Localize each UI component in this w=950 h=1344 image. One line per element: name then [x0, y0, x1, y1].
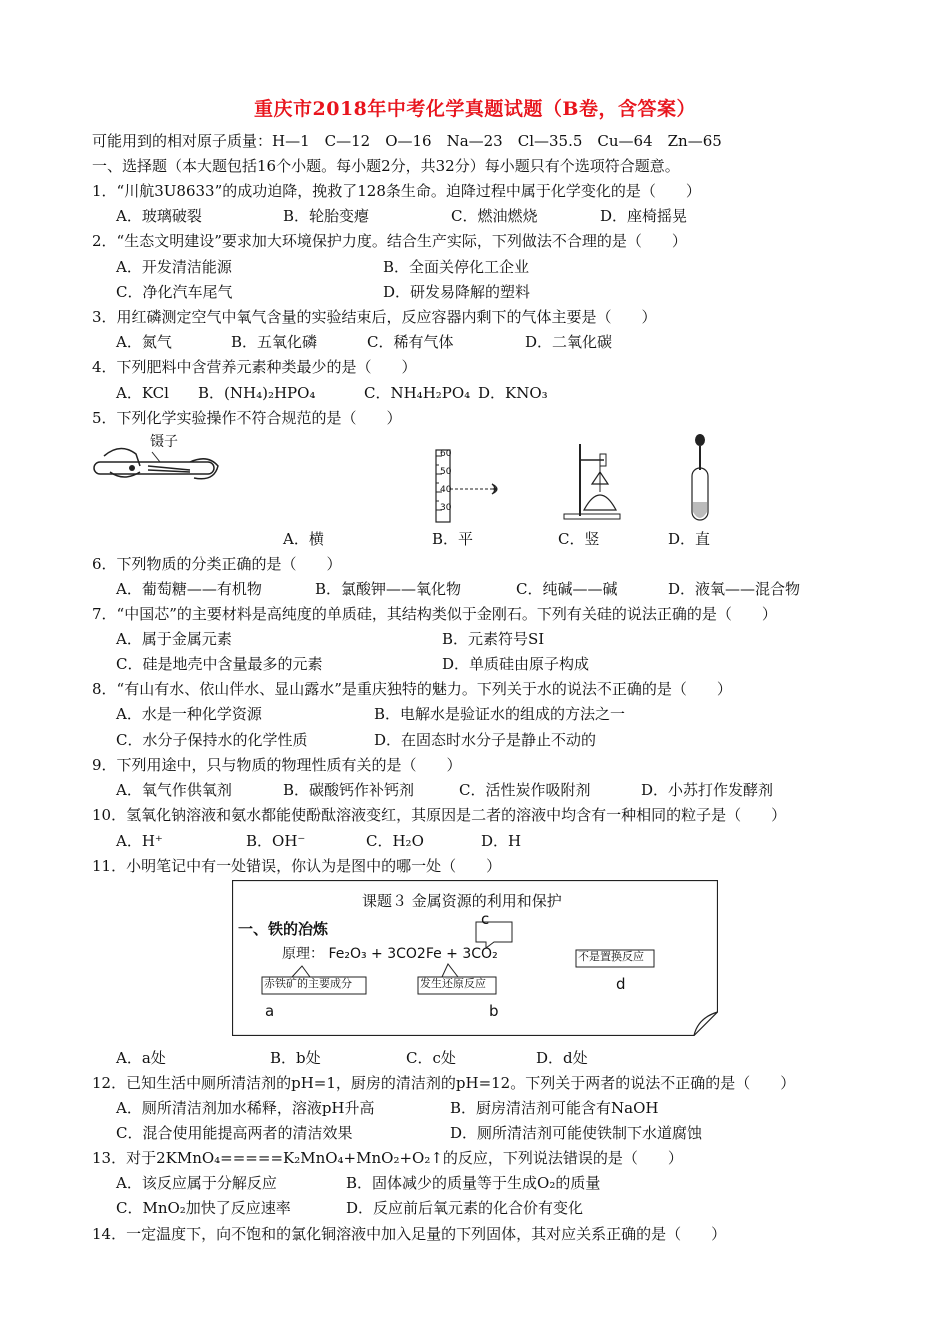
question-1-stem: 1．“川航3U8633”的成功迫降，挽救了128条生命。迫降过程中属于化学变化的是（ ） [92, 182, 701, 200]
section-heading: 一、选择题（本大题包括16个小题。每小题2分，共32分）每小题只有个选项符合题意。 [92, 157, 680, 175]
note-principle: 原理： Fe₂O₃ + 3CO2Fe + 3CO₂ [282, 946, 498, 962]
q3-option-c: C．稀有气体 [367, 333, 454, 351]
q8-option-a: A．水是一种化学资源 [116, 705, 262, 723]
figure-vertical-setup [556, 440, 626, 522]
q12-option-b: B．厨房清洁剂可能含有NaOH [450, 1099, 659, 1117]
q10-option-b: B．OH⁻ [246, 832, 306, 850]
q6-option-c: C．纯碱——碱 [516, 580, 618, 598]
question-9-stem: 9．下列用途中，只与物质的物理性质有关的是（ ） [92, 756, 462, 774]
mark-b: b [489, 1002, 499, 1020]
q1-option-d: D．座椅摇晃 [600, 207, 688, 225]
q2-option-a: A．开发清洁能源 [116, 258, 232, 276]
cylinder-tick-30: 30 [440, 503, 452, 513]
q10-option-c: C．H₂O [366, 832, 424, 850]
q5-option-a: A．横 [283, 530, 324, 548]
q5-option-b: B．平 [432, 530, 474, 548]
q10-option-a: A．H⁺ [116, 832, 163, 850]
q4-option-d: D．KNO₃ [478, 384, 548, 402]
mark-d: d [616, 975, 626, 993]
cylinder-tick-60: 60 [440, 449, 452, 459]
q9-option-d: D．小苏打作发酵剂 [641, 781, 774, 799]
q3-option-d: D．二氧化碳 [525, 333, 613, 351]
q11-option-a: A．a处 [116, 1049, 166, 1067]
q9-option-c: C．活性炭作吸附剂 [459, 781, 591, 799]
q5-option-c: C．竖 [558, 530, 600, 548]
question-4-stem: 4．下列肥料中含营养元素种类最少的是（ ） [92, 358, 417, 376]
question-6-stem: 6．下列物质的分类正确的是（ ） [92, 555, 342, 573]
q13-option-a: A．该反应属于分解反应 [116, 1174, 277, 1192]
tweezers-label: 镊子 [150, 434, 178, 450]
q8-option-c: C．水分子保持水的化学性质 [116, 731, 308, 749]
q13-option-c: C．MnO₂加快了反应速率 [116, 1199, 291, 1217]
q2-option-c: C．净化汽车尾气 [116, 283, 233, 301]
cylinder-tick-50: 50 [440, 467, 452, 477]
q2-option-b: B．全面关停化工企业 [383, 258, 530, 276]
callout-b-text: 发生还原反应 [420, 977, 486, 990]
q7-option-d: D．单质硅由原子构成 [442, 655, 590, 673]
q12-option-d: D．厕所清洁剂可能使铁制下水道腐蚀 [450, 1124, 703, 1142]
q3-option-b: B．五氧化磷 [231, 333, 318, 351]
q11-option-c: C．c处 [406, 1049, 456, 1067]
q4-option-c: C．NH₄H₂PO₄ [364, 384, 471, 402]
question-2-stem: 2．“生态文明建设”要求加大环境保护力度。结合生产实际，下列做法不合理的是（ ） [92, 232, 687, 250]
q6-option-d: D．液氧——混合物 [668, 580, 801, 598]
q10-option-d: D．H [481, 832, 522, 850]
q7-option-a: A．属于金属元素 [116, 630, 232, 648]
q6-option-a: A．葡萄糖——有机物 [116, 580, 262, 598]
q11-option-b: B．b处 [270, 1049, 321, 1067]
question-14-stem: 14．一定温度下，向不饱和的氯化铜溶液中加入足量的下列固体，其对应关系正确的是（ ） [92, 1225, 727, 1243]
q2-option-d: D．研发易降解的塑料 [383, 283, 531, 301]
question-12-stem: 12．已知生活中厕所清洁剂的pH=1，厨房的清洁剂的pH=12。下列关于两者的说法不正确的是（ ） [92, 1074, 796, 1092]
q9-option-b: B．碳酸钙作补钙剂 [283, 781, 415, 799]
q11-option-d: D．d处 [536, 1049, 588, 1067]
q8-option-b: B．电解水是验证水的组成的方法之一 [374, 705, 626, 723]
note-section: 一、铁的冶炼 [238, 920, 329, 938]
callout-a-text: 赤铁矿的主要成分 [264, 977, 352, 990]
q7-option-b: B．元素符号SI [442, 630, 545, 648]
q12-option-a: A．厕所清洁剂加水稀释，溶液pH升高 [116, 1099, 375, 1117]
q13-option-b: B．固体减少的质量等于生成O₂的质量 [346, 1174, 601, 1192]
callout-d-text: 不是置换反应 [578, 950, 644, 963]
cylinder-tick-40: 40 [440, 485, 452, 495]
question-8-stem: 8．“有山有水、依山伴水、显山露水”是重庆独特的魅力。下列关于水的说法不正确的是（ ） [92, 680, 732, 698]
figure-cylinder-reading [420, 446, 510, 524]
mark-a: a [265, 1002, 275, 1020]
q7-option-c: C．硅是地壳中含量最多的元素 [116, 655, 323, 673]
q1-option-c: C．燃油燃烧 [451, 207, 538, 225]
q12-option-c: C．混合使用能提高两者的清洁效果 [116, 1124, 353, 1142]
question-3-stem: 3．用红磷测定空气中氧气含量的实验结束后，反应容器内剩下的气体主要是（ ） [92, 308, 657, 326]
q1-option-b: B．轮胎变瘪 [283, 207, 370, 225]
q13-option-d: D．反应前后氧元素的化合价有变化 [346, 1199, 584, 1217]
q9-option-a: A．氧气作供氧剂 [116, 781, 232, 799]
question-7-stem: 7．“中国芯”的主要材料是高纯度的单质硅，其结构类似于金刚石。下列有关硅的说法正确的是（ ） [92, 605, 777, 623]
q1-option-a: A．玻璃破裂 [116, 207, 202, 225]
figure-dropper [680, 432, 720, 524]
question-13-stem: 13．对于2KMnO₄=====K₂MnO₄+MnO₂+O₂↑的反应，下列说法错误的是（ ） [92, 1149, 683, 1167]
note-title: 课题３ 金属资源的利用和保护 [362, 892, 562, 910]
q4-option-b: B．(NH₄)₂HPO₄ [198, 384, 316, 402]
q5-option-d: D．直 [668, 530, 711, 548]
q3-option-a: A．氮气 [116, 333, 172, 351]
q4-option-a: A．KCl [116, 384, 169, 402]
page-title: 重庆市2018年中考化学真题试题（B卷，含答案） [254, 98, 696, 120]
atomic-masses: 可能用到的相对原子质量：H—1 C—12 O—16 Na—23 Cl—35.5 Cu—64 Zn—65 [92, 132, 722, 150]
q6-option-b: B．氯酸钾——氧化物 [315, 580, 462, 598]
q8-option-d: D．在固态时水分子是静止不动的 [374, 731, 597, 749]
question-10-stem: 10．氢氧化钠溶液和氨水都能使酚酞溶液变红，其原因是二者的溶液中均含有一种相同的粒子是（ ） [92, 806, 787, 824]
mark-c: c [481, 910, 490, 928]
question-5-stem: 5．下列化学实验操作不符合规范的是（ ） [92, 409, 402, 427]
question-11-stem: 11．小明笔记中有一处错误，你认为是图中的哪一处（ ） [92, 857, 502, 875]
